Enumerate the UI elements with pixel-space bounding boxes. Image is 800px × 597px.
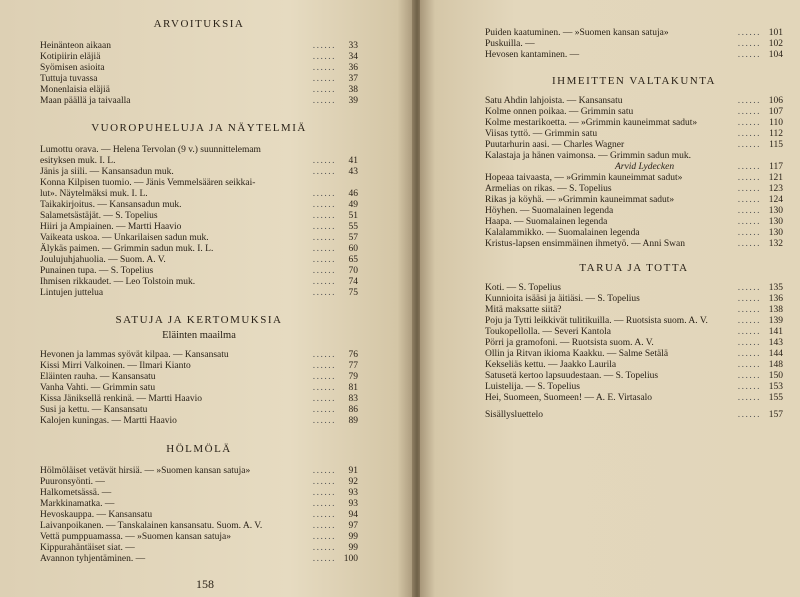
- toc-page-number: 130: [768, 228, 783, 238]
- toc-page-number: 89: [348, 416, 358, 426]
- toc-entry-title: Hei, Suomeen, Suomeen! — A. E. Virtasalo: [485, 393, 653, 403]
- toc-entry-title: Puuronsyönti. —: [40, 477, 105, 487]
- toc-entry-title: Syömisen asioita: [40, 63, 105, 73]
- toc-page-number: 41: [348, 156, 358, 166]
- leader-dots: ......: [312, 488, 336, 498]
- toc-entry-title: Ihmisen rikkaudet. — Leo Tolstoin muk.: [40, 277, 196, 287]
- leader-dots: ......: [312, 167, 336, 177]
- toc-entry-title: Höyhen. — Suomalainen legenda: [485, 206, 614, 216]
- toc-entry-title: Satu Ahdin lahjoista. — Kansansatu: [485, 96, 623, 106]
- toc-entry-title: Pörri ja gramofoni. — Ruotsista suom. A. V.: [485, 338, 654, 348]
- leader-dots: ......: [312, 383, 336, 393]
- leader-dots: ......: [737, 239, 761, 249]
- toc-page-number: 124: [768, 195, 783, 205]
- toc-page-number: 130: [768, 217, 783, 227]
- toc-entry-title: Koti. — S. Topelius: [485, 283, 561, 293]
- toc-page-number: 135: [768, 283, 783, 293]
- leader-dots: ......: [737, 173, 761, 183]
- leader-dots: ......: [737, 39, 761, 49]
- section-heading: TARUA JA TOTTA: [579, 262, 689, 274]
- toc-page-number: 74: [348, 277, 358, 287]
- toc-entry-title: Susi ja kettu. — Kansansatu: [40, 405, 148, 415]
- toc-entry-title: Jänis ja siili. — Kansansadun muk.: [40, 167, 174, 177]
- leader-dots: ......: [737, 316, 761, 326]
- leader-dots: ......: [737, 327, 761, 337]
- leader-dots: ......: [737, 118, 761, 128]
- leader-dots: ......: [312, 394, 336, 404]
- leader-dots: ......: [312, 200, 336, 210]
- toc-page-number: 143: [768, 338, 783, 348]
- toc-page-number: 37: [348, 74, 358, 84]
- leader-dots: ......: [737, 107, 761, 117]
- toc-entry-title: Markkinamatka. —: [40, 499, 115, 509]
- leader-dots: ......: [737, 50, 761, 60]
- leader-dots: ......: [312, 52, 336, 62]
- toc-entry-title: Viisas tyttö. — Grimmin satu: [485, 129, 598, 139]
- toc-entry-title: Vettä pumppuamassa. — »Suomen kansan satuja»: [40, 532, 232, 542]
- toc-page-number: 102: [768, 39, 783, 49]
- toc-page-number: 70: [348, 266, 358, 276]
- toc-page-number: 106: [768, 96, 783, 106]
- toc-page-number: 141: [768, 327, 783, 337]
- toc-entry-title: Armelias on rikas. — S. Topelius: [485, 184, 612, 194]
- toc-entry-title: Kekseliäs kettu. — Jaakko Laurila: [485, 360, 617, 370]
- leader-dots: ......: [312, 372, 336, 382]
- toc-page-number: 43: [348, 167, 358, 177]
- toc-page-number: 77: [348, 361, 358, 371]
- toc-page-number: 148: [768, 360, 783, 370]
- toc-entry-title: Hopeaa taivaasta, — »Grimmin kauneimmat sadut»: [485, 173, 683, 183]
- toc-page-number: 117: [769, 162, 783, 172]
- toc-page-number: 155: [768, 393, 783, 403]
- toc-page-number: 46: [348, 189, 358, 199]
- section-heading: VUOROPUHELUJA JA NÄYTELMIÄ: [91, 122, 307, 134]
- toc-page-number: 79: [348, 372, 358, 382]
- toc-entry-title: Avannon tyhjentäminen. —: [40, 554, 146, 564]
- leader-dots: ......: [312, 211, 336, 221]
- leader-dots: ......: [737, 206, 761, 216]
- toc-entry-title: Vanha Vahti. — Grimmin satu: [40, 383, 156, 393]
- toc-entry-title: Sisällysluettelo: [485, 410, 544, 420]
- toc-page-number: 81: [348, 383, 358, 393]
- toc-page-number: 57: [348, 233, 358, 243]
- toc-entry-title: Hevonen ja lammas syövät kilpaa. — Kansansatu: [40, 350, 229, 360]
- toc-page-number: 104: [768, 50, 783, 60]
- toc-page-number: 97: [348, 521, 358, 531]
- toc-entry-title: Arvid Lydecken: [615, 162, 675, 172]
- toc-page-number: 65: [348, 255, 358, 265]
- leader-dots: ......: [737, 228, 761, 238]
- toc-entry-title: Punainen tupa. — S. Topelius: [40, 266, 154, 276]
- leader-dots: ......: [312, 543, 336, 553]
- leader-dots: ......: [312, 350, 336, 360]
- toc-entry-title: Poju ja Tytti leikkivät tulitikuilla. — Ruotsista suom. A. V.: [485, 316, 708, 326]
- toc-page-number: 150: [768, 371, 783, 381]
- leader-dots: ......: [312, 255, 336, 265]
- toc-page-number: 121: [768, 173, 783, 183]
- toc-entry-title: Lintujen juttelua: [40, 288, 104, 298]
- toc-entry-title: Tuttuja tuvassa: [40, 74, 98, 84]
- toc-page-number: 99: [348, 532, 358, 542]
- toc-page-number: 132: [768, 239, 783, 249]
- leader-dots: ......: [312, 96, 336, 106]
- leader-dots: ......: [312, 510, 336, 520]
- toc-entry-title: Laivanpoikanen. — Tanskalainen kansansatu. Suom. A. V.: [40, 521, 263, 531]
- leader-dots: ......: [312, 466, 336, 476]
- toc-entry-title: lut». Näytelmäksi muk. I. L.: [40, 189, 148, 199]
- toc-page-number: 94: [348, 510, 358, 520]
- leader-dots: ......: [312, 499, 336, 509]
- toc-entry-title: Puskuilla. —: [485, 39, 535, 49]
- toc-page-number: 39: [348, 96, 358, 106]
- toc-entry-title: Haapa. — Suomalainen legenda: [485, 217, 608, 227]
- toc-entry-title: Älykäs paimen. — Grimmin sadun muk. I. L.: [40, 244, 214, 254]
- leader-dots: ......: [312, 63, 336, 73]
- toc-page-number: 93: [348, 499, 358, 509]
- toc-page-number: 93: [348, 488, 358, 498]
- leader-dots: ......: [312, 361, 336, 371]
- leader-dots: ......: [737, 96, 761, 106]
- toc-page-number: 107: [768, 107, 783, 117]
- leader-dots: ......: [737, 393, 761, 403]
- toc-page-number: 76: [348, 350, 358, 360]
- toc-page-number: 91: [348, 466, 358, 476]
- toc-entry-title: Mitä maksatte siitä?: [485, 305, 562, 315]
- toc-page-number: 138: [768, 305, 783, 315]
- toc-entry-title: Kristus-lapsen ensimmäinen ihmetyö. — Anni Swan: [485, 239, 686, 249]
- toc-page-number: 60: [348, 244, 358, 254]
- toc-page-number: 144: [768, 349, 783, 359]
- right-page: [420, 0, 800, 597]
- toc-page-number: 55: [348, 222, 358, 232]
- toc-page-number: 36: [348, 63, 358, 73]
- section-heading: HÖLMÖLÄ: [166, 443, 232, 455]
- toc-entry-title: esityksen muk. I. L.: [40, 156, 116, 166]
- toc-entry-title: Hevosen kantaminen. —: [485, 50, 580, 60]
- toc-page-number: 136: [768, 294, 783, 304]
- toc-page-number: 123: [768, 184, 783, 194]
- leader-dots: ......: [737, 283, 761, 293]
- toc-page-number: 34: [348, 52, 358, 62]
- leader-dots: ......: [737, 360, 761, 370]
- toc-entry-title: Monenlaisia eläjiä: [40, 85, 110, 95]
- leader-dots: ......: [312, 156, 336, 166]
- toc-entry-title: Konna Kilpisen tuomio. — Jänis Vemmelsäären seikkai-: [40, 178, 256, 188]
- toc-page-number: 38: [348, 85, 358, 95]
- toc-entry-title: Taikakirjoitus. — Kansansadun muk.: [40, 200, 182, 210]
- leader-dots: ......: [737, 349, 761, 359]
- leader-dots: ......: [737, 195, 761, 205]
- toc-entry-title: Kippurahäntäiset siat. —: [40, 543, 135, 553]
- toc-page-number: 75: [348, 288, 358, 298]
- toc-entry-title: Heinänteon aikaan: [40, 41, 111, 51]
- toc-page-number: 100: [343, 554, 358, 564]
- toc-page-number: 86: [348, 405, 358, 415]
- leader-dots: ......: [737, 129, 761, 139]
- toc-entry-title: Kalastaja ja hänen vaimonsa. — Grimmin sadun muk.: [485, 151, 692, 161]
- toc-entry-title: Vaikeata uskoa. — Unkarilaisen sadun muk.: [40, 233, 209, 243]
- leader-dots: ......: [312, 266, 336, 276]
- toc-page-number: 51: [348, 211, 358, 221]
- toc-entry-title: Kolme onnen poikaa. — Grimmin satu: [485, 107, 634, 117]
- toc-entry-title: Kalalammikko. — Suomalainen legenda: [485, 228, 640, 238]
- toc-page-number: 115: [769, 140, 783, 150]
- leader-dots: ......: [312, 521, 336, 531]
- leader-dots: ......: [737, 217, 761, 227]
- leader-dots: ......: [737, 338, 761, 348]
- toc-entry-title: Toukopellolla. — Severi Kantola: [485, 327, 611, 337]
- toc-page-number: 157: [768, 410, 783, 420]
- leader-dots: ......: [737, 382, 761, 392]
- toc-entry-title: Joulujuhjahuolia. — Suom. A. V.: [40, 255, 166, 265]
- leader-dots: ......: [312, 189, 336, 199]
- section-subheading: Eläinten maailma: [162, 330, 236, 341]
- leader-dots: ......: [312, 532, 336, 542]
- toc-page-number: 110: [769, 118, 783, 128]
- toc-page-number: 49: [348, 200, 358, 210]
- leader-dots: ......: [737, 294, 761, 304]
- toc-entry-title: Lumottu orava. — Helena Tervolan (9 v.) suunnittelemam: [40, 145, 261, 155]
- leader-dots: ......: [312, 233, 336, 243]
- toc-page-number: 33: [348, 41, 358, 51]
- leader-dots: ......: [312, 288, 336, 298]
- toc-entry-title: Hölmöläiset vetävät hirsiä. — »Suomen kansan satuja»: [40, 466, 251, 476]
- leader-dots: ......: [312, 277, 336, 287]
- section-heading: IHMEITTEN VALTAKUNTA: [552, 75, 716, 87]
- section-heading: SATUJA JA KERTOMUKSIA: [115, 314, 283, 326]
- toc-entry-title: Kalojen kuningas. — Martti Haavio: [40, 416, 177, 426]
- leader-dots: ......: [737, 305, 761, 315]
- toc-entry-title: Satusetä kertoo lapsuudestaan. — S. Topelius: [485, 371, 659, 381]
- toc-entry-title: Kunnioita isääsi ja äitiäsi. — S. Topelius: [485, 294, 640, 304]
- section-heading: ARVOITUKSIA: [153, 18, 245, 30]
- toc-page-number: 112: [769, 129, 783, 139]
- toc-entry-title: Kissi Mirri Valkoinen. — Ilmari Kianto: [40, 361, 191, 371]
- leader-dots: ......: [312, 222, 336, 232]
- leader-dots: ......: [737, 162, 761, 172]
- leader-dots: ......: [737, 140, 761, 150]
- toc-page-number: 83: [348, 394, 358, 404]
- toc-page-number: 101: [768, 28, 783, 38]
- toc-entry-title: Hevoskauppa. — Kansansatu: [40, 510, 153, 520]
- toc-entry-title: Kotipiirin eläjiä: [40, 52, 101, 62]
- leader-dots: ......: [312, 405, 336, 415]
- leader-dots: ......: [312, 74, 336, 84]
- toc-page-number: 130: [768, 206, 783, 216]
- leader-dots: ......: [312, 244, 336, 254]
- leader-dots: ......: [737, 184, 761, 194]
- toc-page-number: 153: [768, 382, 783, 392]
- toc-entry-title: Ollin ja Ritvan ikioma Kaakku. — Salme Setälä: [485, 349, 669, 359]
- leader-dots: ......: [737, 410, 761, 420]
- toc-page-number: 92: [348, 477, 358, 487]
- toc-entry-title: Rikas ja köyhä. — »Grimmin kauneimmat sadut»: [485, 195, 675, 205]
- leader-dots: ......: [312, 85, 336, 95]
- leader-dots: ......: [312, 41, 336, 51]
- toc-entry-title: Puutarhurin aasi. — Charles Wagner: [485, 140, 625, 150]
- leader-dots: ......: [737, 371, 761, 381]
- toc-entry-title: Luistelija. — S. Topelius: [485, 382, 580, 392]
- toc-entry-title: Hiiri ja Ampiainen. — Martti Haavio: [40, 222, 182, 232]
- toc-entry-title: Halkometsässä. —: [40, 488, 112, 498]
- toc-entry-title: Kolme mestarikoetta. — »Grimmin kauneimmat sadut»: [485, 118, 698, 128]
- toc-page-number: 99: [348, 543, 358, 553]
- toc-entry-title: Kissa Jäniksellä renkinä. — Martti Haavio: [40, 394, 202, 404]
- toc-entry-title: Puiden kaatuminen. — »Suomen kansan satuja»: [485, 28, 669, 38]
- leader-dots: ......: [737, 28, 761, 38]
- page-number: 158: [196, 577, 214, 591]
- leader-dots: ......: [312, 416, 336, 426]
- toc-entry-title: Maan päällä ja taivaalla: [40, 96, 131, 106]
- toc-entry-title: Salametsästäjät. — S. Topelius: [40, 211, 158, 221]
- toc-page-number: 139: [768, 316, 783, 326]
- leader-dots: ......: [312, 477, 336, 487]
- leader-dots: ......: [312, 554, 336, 564]
- toc-entry-title: Eläinten rauha. — Kansansatu: [40, 372, 156, 382]
